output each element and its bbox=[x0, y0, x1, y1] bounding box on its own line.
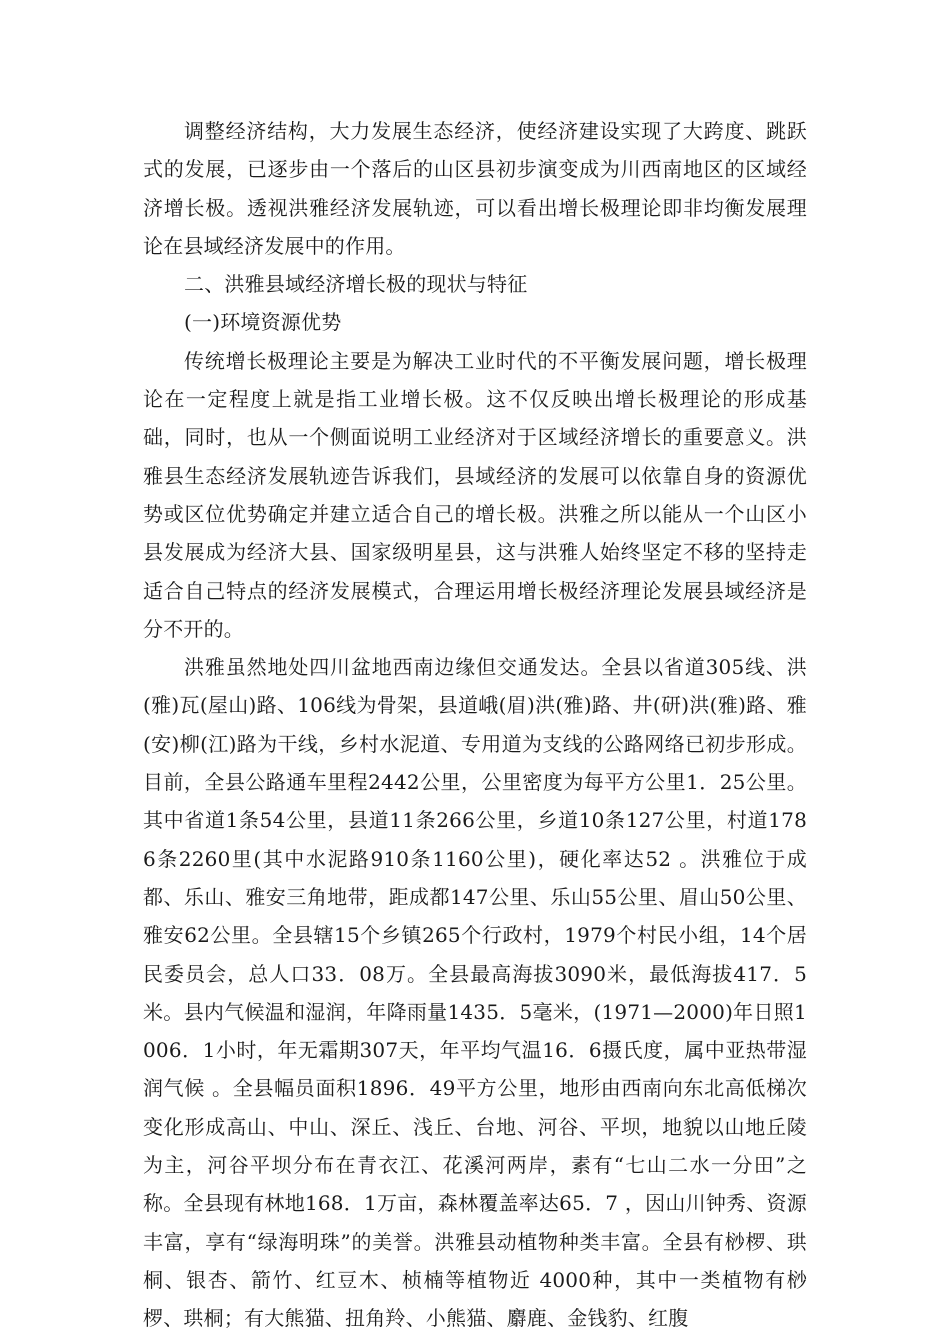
document-body bbox=[143, 112, 807, 1338]
paragraph-transport-resources: 洪雅虽然地处四川盆地西南边缘但交通发达。全县以省道305线、洪(雅)瓦(屋山)路、106线为骨架，县道峨(眉)洪(雅)路、井(研)洪(雅)路、雅(安)柳(江)路为干线，乡村水泥道、专用道为支线的公路网络已初步形成。目前，全县公路通车里程2442公里，公里密度为每平方公里1．25公里。其中省道1条54公里，县道11条266公里，乡道10条127公里，村道1786条2260里(其中水泥路910条1160公里)，硬化率达52 。洪雅位于成都、乐山、雅安三角地带，距成都147公里、乐山55公里、眉山50公里、雅安62公里。全县辖15个乡镇265个行政村，1979个村民小组，14个居民委员会，总人口33．08万。全县最高海拔3090米，最低海拔417．5米。县内气候温和湿润，年降雨量1435．5毫米，(1971—2000)年日照1006．1小时，年无霜期307天，年平均气温16．6摄氏度，属中亚热带湿润气候 。全县幅员面积1896．49平方公里，地形由西南向东北高低梯次变化形成高山、中山、深丘、浅丘、台地、河谷、平坝，地貌以山地丘陵为主，河谷平坝分布在青衣江、花溪河两岸，素有“七山二水一分田”之称。全县现有林地168．1万亩，森林覆盖率达65．7 ，因山川钟秀、资源丰富，享有“绿海明珠”的美誉。洪雅县动植物种类丰富。全县有桫椤、珙桐、银杏、箭竹、红豆木、桢楠等植物近 4000种，其中一类植物有桫椤、珙桐；有大熊猫、扭角羚、小熊猫、麝鹿、金钱豹、红腹 bbox=[143, 655, 807, 1331]
subsection-heading: (一)环境资源优势 bbox=[184, 310, 342, 335]
paragraph-economic-structure: 调整经济结构，大力发展生态经济，使经济建设实现了大跨度、跳跃式的发展，已逐步由一个落后的山区县初步演变成为川西南地区的区域经济增长极。透视洪雅经济发展轨迹，可以看出增长极理论即非均衡发展理论在县域经济发展中的作用。 bbox=[143, 119, 807, 258]
paragraph-growth-pole-theory: 传统增长极理论主要是为解决工业时代的不平衡发展问题，增长极理论在一定程度上就是指工业增长极。这不仅反映出增长极理论的形成基础，同时，也从一个侧面说明工业经济对于区域经济增长的重要意义。洪雅县生态经济发展轨迹告诉我们，县域经济的发展可以依靠自身的资源优势或区位优势确定并建立适合自己的增长极。洪雅之所以能从一个山区小县发展成为经济大县、国家级明星县，这与洪雅人始终坚定不移的坚持走适合自己特点的经济发展模式，合理运用增长极经济理论发展县域经济是分不开的。 bbox=[143, 348, 807, 641]
section-heading: 二、洪雅县域经济增长极的现状与特征 bbox=[184, 272, 528, 297]
